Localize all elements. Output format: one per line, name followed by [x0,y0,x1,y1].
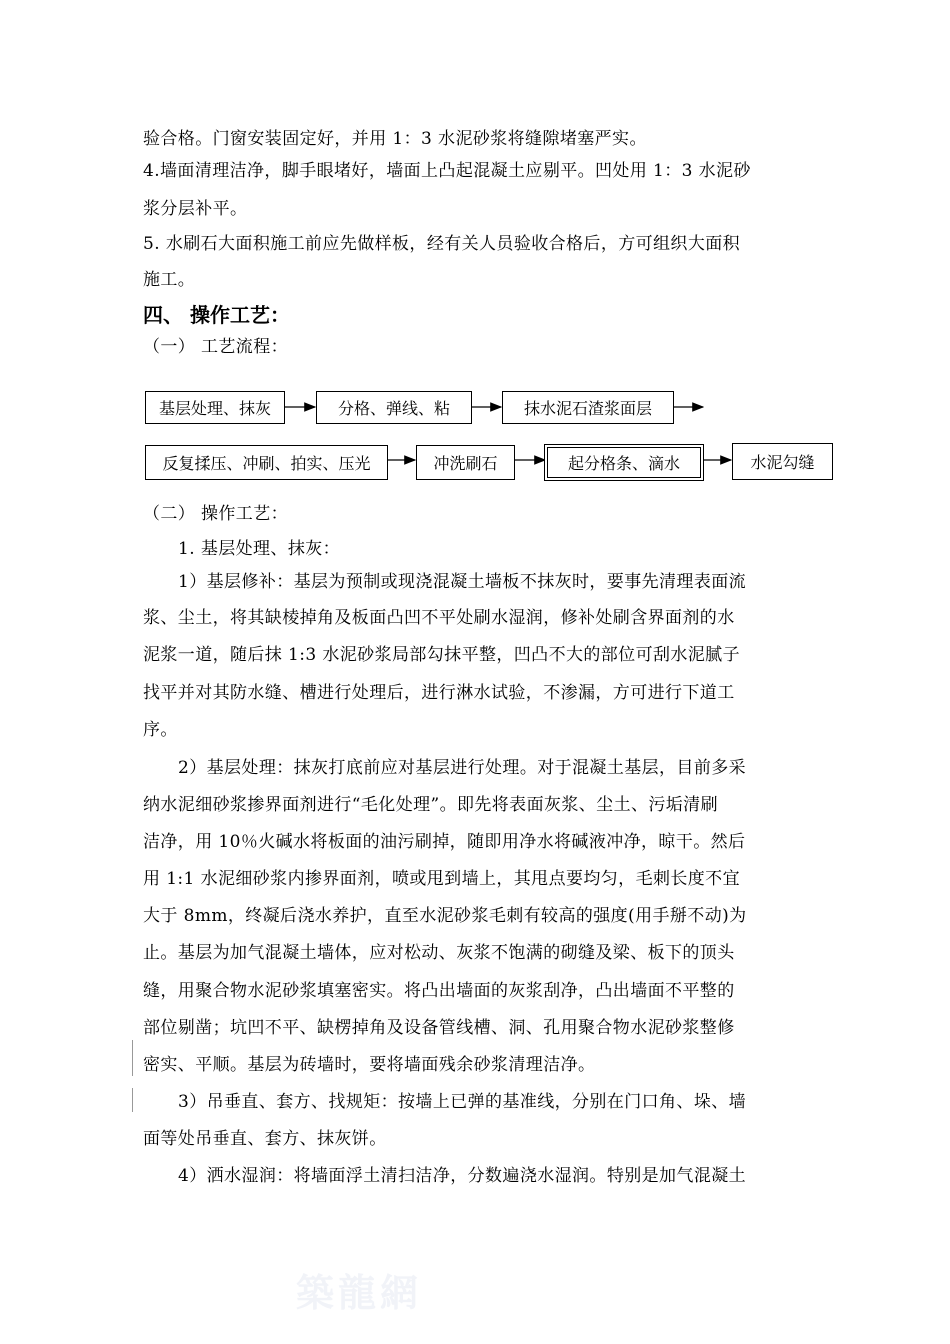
p4-line-1: 4）洒水湿润：将墙面浮土清扫洁净，分数遍浇水湿润。特别是加气混凝土 [178,1166,747,1186]
p1-line-2: 浆、尘土，将其缺棱掉角及板面凸凹不平处刷水湿润，修补处刷含界面剂的水 [143,608,735,628]
p1-line-3: 泥浆一道，随后抹 1:3 水泥砂浆局部勾抹平整，凹凸不大的部位可刮水泥腻子 [143,645,740,665]
p1-line-1: 1）基层修补：基层为预制或现浇混凝土墙板不抹灰时，要事先清理表面流 [178,572,747,592]
section-title: 四、 操作工艺： [143,303,290,327]
p2-line-8: 部位剔凿；坑凹不平、缺楞掉角及设备管线槽、洞、孔用聚合物水泥砂浆整修 [143,1018,735,1038]
flow-step-base-treatment: 基层处理、抹灰 [145,391,285,424]
p2-line-7: 缝，用聚合物水泥砂浆填塞密实。将凸出墙面的灰浆刮净，凸出墙面不平整的 [143,981,735,1001]
intro-line-4: 5. 水刷石大面积施工前应先做样板，经有关人员验收合格后，方可组织大面积 [143,234,741,254]
p2-line-9: 密实、平顺。基层为砖墙时，要将墙面残余砂浆清理洁净。 [143,1055,596,1075]
flow-step-remove-strips-drip: 起分格条、滴水 [547,447,701,478]
p2-line-3: 洁净，用 10％火碱水将板面的油污刷掉，随即用净水将碱液冲净，晾干。然后 [143,832,746,852]
p3-line-1: 3）吊垂直、套方、找规矩：按墙上已弹的基准线，分别在门口角、垛、墙 [178,1092,747,1112]
margin-mark-1 [132,1040,133,1076]
p2-line-5: 大于 8mm，终凝后浇水养护，直至水泥砂浆毛刺有较高的强度(用手掰不动)为 [143,906,747,926]
flow-step-cement-pointing: 水泥勾缝 [732,443,833,480]
intro-line-2: 4.墙面清理洁净，脚手眼堵好，墙面上凸起混凝土应剔平。凹处用 1：3 水泥砂 [143,161,751,181]
p3-line-2: 面等处吊垂直、套方、抹灰饼。 [143,1129,387,1149]
p2-line-4: 用 1:1 水泥细砂浆内掺界面剂，喷或甩到墙上，其甩点要均匀，毛刺长度不宜 [143,869,740,889]
p1-line-5: 序。 [143,720,178,740]
flow-step-divide-snap-line: 分格、弹线、粘 [316,391,472,424]
intro-line-3: 浆分层补平。 [143,199,248,219]
item-1-title: 1. 基层处理、抹灰： [178,539,341,559]
p1-line-4: 找平并对其防水缝、槽进行处理后，进行淋水试验，不渗漏，方可进行下道工 [143,683,735,703]
flow-arrows [0,0,950,520]
intro-line-5: 施工。 [143,270,196,290]
margin-mark-2 [132,1088,133,1112]
p2-line-1: 2）基层处理：抹灰打底前应对基层进行处理。对于混凝土基层，目前多采 [178,758,747,778]
watermark: 築龍網 [296,1270,423,1315]
flow-subheading: （一） 工艺流程： [143,337,289,357]
process-subheading: （二） 操作工艺： [143,504,289,524]
intro-line-1: 验合格。门窗安装固定好，并用 1：3 水泥砂浆将缝隙堵塞严实。 [143,129,647,149]
p2-line-6: 止。基层为加气混凝土墙体，应对松动、灰浆不饱满的砌缝及梁、板下的顶头 [143,943,735,963]
flow-step-stone-slurry-layer: 抹水泥石渣浆面层 [502,391,674,424]
flow-step-rinse-brush: 冲洗刷石 [416,445,515,480]
p2-line-2: 纳水泥细砂浆掺界面剂进行“毛化处理”。即先将表面灰浆、尘土、污垢清刷 [143,795,718,815]
flow-step-press-wash-compact: 反复揉压、冲刷、拍实、压光 [145,445,388,480]
